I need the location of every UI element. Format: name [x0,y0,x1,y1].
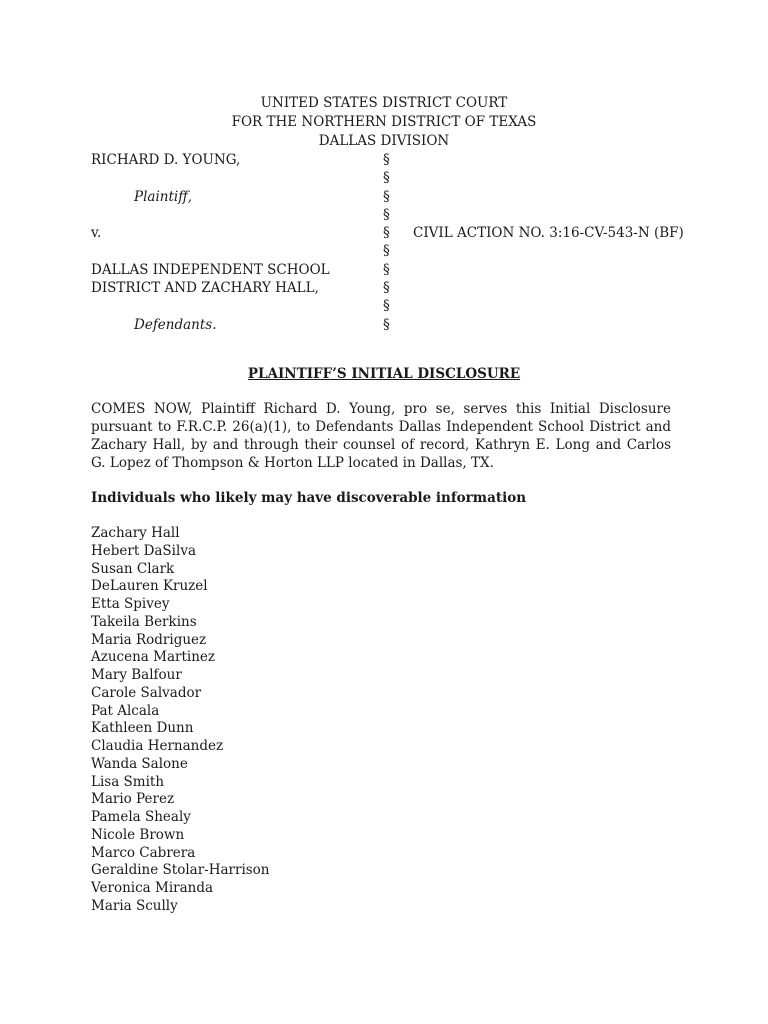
list-item: Claudia Hernandez [91,738,224,754]
list-item: Veronica Miranda [91,880,214,896]
list-item: Wanda Salone [91,755,188,772]
section-symbol: § [383,261,390,278]
list-item: Azucena Martinez [91,649,216,666]
section-symbol: § [383,152,390,168]
section-symbol: § [383,225,390,242]
list-item: Susan Clark [91,560,175,577]
court-name: UNITED STATES DISTRICT COURT [260,95,508,111]
section-symbol: § [383,188,390,205]
list-item: Carole Salvador [91,684,202,701]
caption-row [91,151,691,169]
caption-row [91,261,691,279]
list-item: Maria Rodriguez [91,631,207,648]
document-title: PLAINTIFF’S INITIAL DISCLOSURE [247,366,521,382]
case-caption [91,151,691,334]
section-symbol: § [383,206,390,223]
section-symbol: § [383,243,390,260]
list-item: Geraldine Stolar-Harrison [91,862,270,879]
caption-row [91,206,691,224]
section-heading: Individuals who likely may have discoverable information [91,490,527,506]
court-heading [0,94,768,151]
party-name: DISTRICT AND ZACHARY HALL, [91,280,319,297]
list-item: Nicole Brown [91,826,185,843]
caption-row [91,279,691,297]
list-item: DeLauren Kruzel [91,578,208,595]
civil-action-number: CIVIL ACTION NO. 3:16-CV-543-N (BF) [413,225,684,242]
list-item: Lisa Smith [91,773,165,790]
list-item: Pat Alcala [91,702,160,719]
court-district: FOR THE NORTHERN DISTRICT OF TEXAS [231,114,537,130]
party-name: DALLAS INDEPENDENT SCHOOL [91,261,330,278]
list-item: Kathleen Dunn [91,720,194,737]
party-name: RICHARD D. YOUNG, [91,152,241,168]
party-role-label: Defendants. [134,316,217,333]
list-item: Marco Cabrera [91,844,196,861]
list-item: Zachary Hall [91,525,180,541]
individuals-list [91,525,270,916]
list-item: Mary Balfour [91,667,182,683]
caption-row [91,242,691,260]
section-symbol: § [383,316,390,333]
caption-row [91,297,691,315]
caption-row [91,188,691,206]
section-symbol: § [383,298,390,315]
section-symbol: § [383,280,390,297]
caption-row [91,169,691,187]
section-symbol: § [383,170,390,187]
list-item: Mario Perez [91,791,175,808]
list-item: Maria Scully [91,897,178,914]
party-name: v. [91,225,102,242]
list-item: Takeila Berkins [91,613,197,630]
party-role-label: Plaintiff, [134,188,193,205]
court-division: DALLAS DIVISION [318,133,450,149]
list-item: Hebert DaSilva [91,542,196,559]
intro-paragraph: COMES NOW, Plaintiff Richard D. Young, pro se, serves this Initial Disclosure pursuant to F.R.C.P. 26(a)(1), to Defendants Dallas Independent School District and Zachary Hall, by and through their counsel of record, Kathryn E. Long and Carlos G. Lopez of Thompson & Horton LLP located in Dallas, TX. [91,401,671,471]
list-item: Pamela Shealy [91,809,191,825]
caption-row [91,224,691,242]
list-item: Etta Spivey [91,596,170,612]
caption-row [91,316,691,334]
